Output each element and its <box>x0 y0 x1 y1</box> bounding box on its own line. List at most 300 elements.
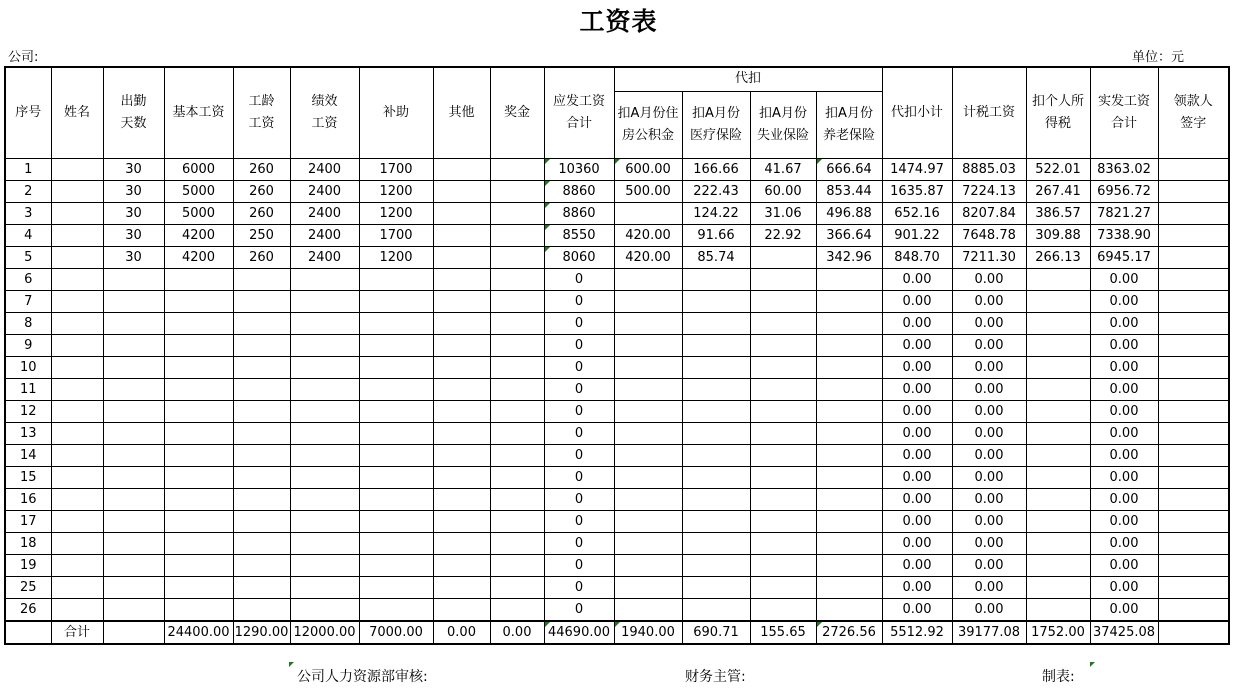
table-cell[interactable]: 260 <box>233 159 290 181</box>
table-cell[interactable] <box>490 269 544 291</box>
table-cell[interactable] <box>164 357 233 379</box>
table-cell[interactable] <box>433 291 490 313</box>
table-cell[interactable]: 166.66 <box>682 159 750 181</box>
table-cell[interactable] <box>614 203 682 225</box>
table-cell[interactable]: 0.00 <box>1090 335 1158 357</box>
table-cell[interactable]: 10 <box>5 357 51 379</box>
table-cell[interactable] <box>1026 313 1090 335</box>
table-cell[interactable] <box>233 357 290 379</box>
table-cell[interactable] <box>490 291 544 313</box>
table-cell[interactable] <box>750 577 816 599</box>
table-cell[interactable] <box>233 467 290 489</box>
table-cell[interactable] <box>490 203 544 225</box>
total-cell[interactable]: 1752.00 <box>1026 621 1090 644</box>
table-cell[interactable]: 0.00 <box>1090 511 1158 533</box>
table-cell[interactable] <box>233 599 290 622</box>
table-cell[interactable] <box>290 269 359 291</box>
table-cell[interactable] <box>682 401 750 423</box>
table-cell[interactable] <box>433 181 490 203</box>
table-cell[interactable]: 30 <box>103 159 164 181</box>
table-cell[interactable]: 0.00 <box>952 489 1026 511</box>
table-cell[interactable]: 0.00 <box>1090 467 1158 489</box>
table-cell[interactable]: 0.00 <box>882 269 952 291</box>
table-cell[interactable] <box>433 159 490 181</box>
table-cell[interactable]: 0.00 <box>952 357 1026 379</box>
total-cell[interactable]: 5512.92 <box>882 621 952 644</box>
table-cell[interactable] <box>290 555 359 577</box>
table-cell[interactable] <box>359 357 433 379</box>
table-cell[interactable] <box>816 379 882 401</box>
total-cell[interactable]: 44690.00 <box>544 621 614 644</box>
table-cell[interactable]: 0.00 <box>882 467 952 489</box>
table-cell[interactable]: 8550 <box>544 225 614 247</box>
table-cell[interactable]: 0.00 <box>952 269 1026 291</box>
table-cell[interactable]: 5000 <box>164 203 233 225</box>
table-cell[interactable]: 6 <box>5 269 51 291</box>
total-cell[interactable] <box>1158 621 1229 644</box>
table-cell[interactable] <box>103 599 164 622</box>
table-cell[interactable]: 6000 <box>164 159 233 181</box>
table-cell[interactable] <box>1158 379 1229 401</box>
table-cell[interactable] <box>359 467 433 489</box>
table-cell[interactable] <box>1026 489 1090 511</box>
table-cell[interactable] <box>816 533 882 555</box>
table-cell[interactable]: 0.00 <box>952 291 1026 313</box>
table-cell[interactable] <box>51 533 103 555</box>
table-cell[interactable]: 1 <box>5 159 51 181</box>
table-cell[interactable]: 1200 <box>359 247 433 269</box>
table-cell[interactable] <box>290 401 359 423</box>
table-cell[interactable] <box>290 445 359 467</box>
table-cell[interactable] <box>233 269 290 291</box>
table-cell[interactable] <box>614 577 682 599</box>
table-cell[interactable] <box>1158 159 1229 181</box>
table-cell[interactable]: 6945.17 <box>1090 247 1158 269</box>
table-cell[interactable] <box>1158 181 1229 203</box>
total-cell[interactable]: 1290.00 <box>233 621 290 644</box>
table-cell[interactable] <box>816 555 882 577</box>
table-cell[interactable] <box>359 423 433 445</box>
table-cell[interactable]: 666.64 <box>816 159 882 181</box>
table-cell[interactable] <box>490 489 544 511</box>
table-cell[interactable]: 0.00 <box>1090 357 1158 379</box>
table-cell[interactable] <box>233 313 290 335</box>
table-cell[interactable]: 0 <box>544 577 614 599</box>
table-cell[interactable] <box>433 357 490 379</box>
total-cell[interactable] <box>103 621 164 644</box>
table-cell[interactable] <box>1158 401 1229 423</box>
table-cell[interactable]: 0 <box>544 357 614 379</box>
table-cell[interactable]: 0.00 <box>882 555 952 577</box>
table-cell[interactable]: 0.00 <box>952 335 1026 357</box>
table-cell[interactable]: 22.92 <box>750 225 816 247</box>
table-cell[interactable]: 0.00 <box>882 357 952 379</box>
table-cell[interactable]: 7211.30 <box>952 247 1026 269</box>
table-cell[interactable]: 30 <box>103 247 164 269</box>
table-cell[interactable] <box>682 269 750 291</box>
table-cell[interactable] <box>164 577 233 599</box>
table-cell[interactable] <box>750 555 816 577</box>
table-cell[interactable]: 4200 <box>164 225 233 247</box>
table-cell[interactable] <box>51 467 103 489</box>
table-cell[interactable] <box>51 379 103 401</box>
table-cell[interactable]: 0 <box>544 401 614 423</box>
table-cell[interactable] <box>816 489 882 511</box>
table-cell[interactable] <box>290 423 359 445</box>
table-cell[interactable] <box>1026 269 1090 291</box>
table-cell[interactable] <box>614 335 682 357</box>
table-cell[interactable]: 30 <box>103 203 164 225</box>
table-cell[interactable] <box>359 313 433 335</box>
table-cell[interactable] <box>1158 357 1229 379</box>
table-cell[interactable]: 8363.02 <box>1090 159 1158 181</box>
table-cell[interactable] <box>233 401 290 423</box>
table-cell[interactable] <box>1158 269 1229 291</box>
table-cell[interactable] <box>433 335 490 357</box>
table-cell[interactable] <box>1158 577 1229 599</box>
table-cell[interactable]: 0.00 <box>882 379 952 401</box>
table-cell[interactable] <box>614 423 682 445</box>
table-cell[interactable]: 1700 <box>359 159 433 181</box>
table-cell[interactable] <box>164 335 233 357</box>
table-cell[interactable] <box>359 379 433 401</box>
table-cell[interactable] <box>359 291 433 313</box>
table-cell[interactable]: 0.00 <box>1090 599 1158 622</box>
table-cell[interactable]: 0.00 <box>1090 533 1158 555</box>
table-cell[interactable]: 0.00 <box>952 445 1026 467</box>
table-cell[interactable]: 0.00 <box>1090 379 1158 401</box>
total-cell[interactable]: 24400.00 <box>164 621 233 644</box>
table-cell[interactable] <box>233 489 290 511</box>
table-cell[interactable]: 4200 <box>164 247 233 269</box>
table-cell[interactable] <box>682 423 750 445</box>
table-cell[interactable] <box>164 445 233 467</box>
table-cell[interactable] <box>682 445 750 467</box>
table-cell[interactable] <box>103 357 164 379</box>
table-cell[interactable]: 0.00 <box>952 467 1026 489</box>
table-cell[interactable]: 0 <box>544 445 614 467</box>
table-cell[interactable] <box>1026 335 1090 357</box>
table-cell[interactable] <box>359 511 433 533</box>
table-cell[interactable]: 8860 <box>544 181 614 203</box>
table-cell[interactable] <box>614 555 682 577</box>
table-cell[interactable] <box>103 291 164 313</box>
table-cell[interactable]: 0.00 <box>1090 555 1158 577</box>
table-cell[interactable] <box>750 467 816 489</box>
table-cell[interactable] <box>490 511 544 533</box>
table-cell[interactable]: 14 <box>5 445 51 467</box>
table-cell[interactable] <box>490 159 544 181</box>
table-cell[interactable] <box>1158 489 1229 511</box>
table-cell[interactable] <box>359 555 433 577</box>
table-cell[interactable] <box>290 335 359 357</box>
total-cell[interactable]: 0.00 <box>490 621 544 644</box>
table-cell[interactable]: 0 <box>544 467 614 489</box>
table-cell[interactable]: 12 <box>5 401 51 423</box>
table-cell[interactable] <box>614 489 682 511</box>
table-cell[interactable]: 500.00 <box>614 181 682 203</box>
table-cell[interactable] <box>614 313 682 335</box>
table-cell[interactable]: 901.22 <box>882 225 952 247</box>
table-cell[interactable]: 124.22 <box>682 203 750 225</box>
table-cell[interactable] <box>816 577 882 599</box>
table-cell[interactable]: 1474.97 <box>882 159 952 181</box>
table-cell[interactable] <box>290 489 359 511</box>
table-cell[interactable]: 0.00 <box>952 313 1026 335</box>
table-cell[interactable]: 0 <box>544 555 614 577</box>
table-cell[interactable]: 0.00 <box>882 291 952 313</box>
table-cell[interactable] <box>290 379 359 401</box>
table-cell[interactable]: 0 <box>544 511 614 533</box>
table-cell[interactable]: 1200 <box>359 181 433 203</box>
table-cell[interactable]: 0 <box>544 291 614 313</box>
table-cell[interactable]: 16 <box>5 489 51 511</box>
table-cell[interactable] <box>51 357 103 379</box>
table-cell[interactable] <box>433 225 490 247</box>
table-cell[interactable] <box>103 401 164 423</box>
table-cell[interactable]: 60.00 <box>750 181 816 203</box>
table-cell[interactable]: 0.00 <box>882 599 952 622</box>
total-cell[interactable]: 1940.00 <box>614 621 682 644</box>
table-cell[interactable] <box>1158 445 1229 467</box>
table-cell[interactable] <box>490 467 544 489</box>
table-cell[interactable] <box>433 423 490 445</box>
table-cell[interactable] <box>164 379 233 401</box>
table-cell[interactable] <box>1158 599 1229 622</box>
table-cell[interactable]: 522.01 <box>1026 159 1090 181</box>
table-cell[interactable] <box>816 313 882 335</box>
table-cell[interactable] <box>433 467 490 489</box>
table-cell[interactable]: 0.00 <box>1090 577 1158 599</box>
table-cell[interactable] <box>1026 511 1090 533</box>
table-cell[interactable] <box>433 379 490 401</box>
table-cell[interactable]: 366.64 <box>816 225 882 247</box>
table-cell[interactable] <box>433 203 490 225</box>
table-cell[interactable] <box>614 357 682 379</box>
table-cell[interactable]: 267.41 <box>1026 181 1090 203</box>
table-cell[interactable]: 0 <box>544 533 614 555</box>
table-cell[interactable] <box>233 511 290 533</box>
table-cell[interactable] <box>164 401 233 423</box>
table-cell[interactable] <box>614 291 682 313</box>
table-cell[interactable] <box>816 335 882 357</box>
table-cell[interactable] <box>682 577 750 599</box>
table-cell[interactable]: 853.44 <box>816 181 882 203</box>
total-cell[interactable]: 690.71 <box>682 621 750 644</box>
table-cell[interactable]: 260 <box>233 247 290 269</box>
table-cell[interactable] <box>614 379 682 401</box>
table-cell[interactable] <box>164 599 233 622</box>
table-cell[interactable] <box>816 467 882 489</box>
table-cell[interactable] <box>490 423 544 445</box>
table-cell[interactable]: 85.74 <box>682 247 750 269</box>
table-cell[interactable]: 0.00 <box>1090 401 1158 423</box>
table-cell[interactable] <box>290 357 359 379</box>
table-cell[interactable] <box>750 423 816 445</box>
table-cell[interactable] <box>233 291 290 313</box>
table-cell[interactable] <box>682 511 750 533</box>
table-cell[interactable] <box>750 401 816 423</box>
table-cell[interactable] <box>290 511 359 533</box>
table-cell[interactable]: 0.00 <box>952 577 1026 599</box>
total-cell[interactable]: 2726.56 <box>816 621 882 644</box>
table-cell[interactable]: 7338.90 <box>1090 225 1158 247</box>
table-cell[interactable]: 7 <box>5 291 51 313</box>
table-cell[interactable]: 0.00 <box>882 489 952 511</box>
table-cell[interactable] <box>359 269 433 291</box>
table-cell[interactable]: 0.00 <box>882 445 952 467</box>
table-cell[interactable] <box>233 445 290 467</box>
table-cell[interactable] <box>51 225 103 247</box>
table-cell[interactable]: 2400 <box>290 159 359 181</box>
table-cell[interactable]: 25 <box>5 577 51 599</box>
table-cell[interactable] <box>816 291 882 313</box>
table-cell[interactable] <box>1026 577 1090 599</box>
table-cell[interactable] <box>682 489 750 511</box>
table-cell[interactable]: 2400 <box>290 225 359 247</box>
total-cell[interactable]: 39177.08 <box>952 621 1026 644</box>
table-cell[interactable]: 91.66 <box>682 225 750 247</box>
table-cell[interactable] <box>614 599 682 622</box>
table-cell[interactable]: 0.00 <box>1090 269 1158 291</box>
table-cell[interactable]: 9 <box>5 335 51 357</box>
table-cell[interactable] <box>1026 291 1090 313</box>
table-cell[interactable] <box>1158 203 1229 225</box>
table-cell[interactable]: 260 <box>233 203 290 225</box>
table-cell[interactable] <box>614 467 682 489</box>
table-cell[interactable] <box>103 511 164 533</box>
table-cell[interactable]: 8060 <box>544 247 614 269</box>
table-cell[interactable] <box>164 533 233 555</box>
table-cell[interactable]: 309.88 <box>1026 225 1090 247</box>
table-cell[interactable] <box>103 467 164 489</box>
table-cell[interactable] <box>290 533 359 555</box>
table-cell[interactable] <box>1158 313 1229 335</box>
table-cell[interactable] <box>816 599 882 622</box>
table-cell[interactable] <box>490 181 544 203</box>
table-cell[interactable]: 18 <box>5 533 51 555</box>
table-cell[interactable]: 1635.87 <box>882 181 952 203</box>
table-cell[interactable] <box>164 313 233 335</box>
table-cell[interactable]: 8885.03 <box>952 159 1026 181</box>
table-cell[interactable] <box>750 379 816 401</box>
table-cell[interactable] <box>103 533 164 555</box>
table-cell[interactable] <box>490 335 544 357</box>
table-cell[interactable] <box>103 555 164 577</box>
table-cell[interactable] <box>51 445 103 467</box>
table-cell[interactable]: 2400 <box>290 181 359 203</box>
table-cell[interactable]: 0.00 <box>882 335 952 357</box>
table-cell[interactable] <box>233 555 290 577</box>
table-cell[interactable]: 0.00 <box>1090 489 1158 511</box>
table-cell[interactable] <box>750 599 816 622</box>
table-cell[interactable] <box>682 379 750 401</box>
table-cell[interactable]: 420.00 <box>614 225 682 247</box>
table-cell[interactable] <box>103 379 164 401</box>
table-cell[interactable] <box>1158 533 1229 555</box>
table-cell[interactable]: 496.88 <box>816 203 882 225</box>
table-cell[interactable] <box>490 247 544 269</box>
table-cell[interactable]: 0.00 <box>882 401 952 423</box>
total-cell[interactable]: 7000.00 <box>359 621 433 644</box>
table-cell[interactable] <box>1026 379 1090 401</box>
table-cell[interactable] <box>1158 423 1229 445</box>
table-cell[interactable]: 0.00 <box>952 511 1026 533</box>
table-cell[interactable] <box>816 511 882 533</box>
table-cell[interactable] <box>490 599 544 622</box>
table-cell[interactable]: 0 <box>544 379 614 401</box>
table-cell[interactable]: 848.70 <box>882 247 952 269</box>
table-cell[interactable]: 342.96 <box>816 247 882 269</box>
table-cell[interactable] <box>51 181 103 203</box>
table-cell[interactable] <box>103 335 164 357</box>
table-cell[interactable] <box>359 489 433 511</box>
table-cell[interactable]: 0 <box>544 599 614 622</box>
table-cell[interactable] <box>51 511 103 533</box>
table-cell[interactable] <box>816 357 882 379</box>
table-cell[interactable] <box>233 533 290 555</box>
table-cell[interactable]: 386.57 <box>1026 203 1090 225</box>
table-cell[interactable]: 0.00 <box>882 533 952 555</box>
table-cell[interactable] <box>51 555 103 577</box>
table-cell[interactable] <box>164 423 233 445</box>
table-cell[interactable] <box>1158 291 1229 313</box>
table-cell[interactable] <box>433 313 490 335</box>
table-cell[interactable] <box>103 577 164 599</box>
table-cell[interactable] <box>233 379 290 401</box>
table-cell[interactable] <box>359 401 433 423</box>
table-cell[interactable]: 420.00 <box>614 247 682 269</box>
table-cell[interactable] <box>433 269 490 291</box>
table-cell[interactable]: 4 <box>5 225 51 247</box>
table-cell[interactable]: 0.00 <box>1090 313 1158 335</box>
table-cell[interactable]: 0.00 <box>952 401 1026 423</box>
table-cell[interactable] <box>490 533 544 555</box>
table-cell[interactable]: 8207.84 <box>952 203 1026 225</box>
table-cell[interactable] <box>1026 423 1090 445</box>
table-cell[interactable] <box>490 225 544 247</box>
total-cell[interactable] <box>5 621 51 644</box>
table-cell[interactable] <box>103 313 164 335</box>
table-cell[interactable] <box>233 335 290 357</box>
table-cell[interactable] <box>51 203 103 225</box>
table-cell[interactable] <box>750 357 816 379</box>
table-cell[interactable] <box>290 313 359 335</box>
table-cell[interactable] <box>51 577 103 599</box>
table-cell[interactable]: 5000 <box>164 181 233 203</box>
table-cell[interactable] <box>103 269 164 291</box>
table-cell[interactable] <box>750 313 816 335</box>
table-cell[interactable] <box>359 533 433 555</box>
table-cell[interactable] <box>816 401 882 423</box>
table-cell[interactable]: 30 <box>103 181 164 203</box>
table-cell[interactable] <box>103 445 164 467</box>
table-cell[interactable] <box>1026 357 1090 379</box>
table-cell[interactable] <box>433 511 490 533</box>
total-cell[interactable]: 12000.00 <box>290 621 359 644</box>
table-cell[interactable]: 17 <box>5 511 51 533</box>
table-cell[interactable] <box>164 511 233 533</box>
table-cell[interactable] <box>433 599 490 622</box>
table-cell[interactable] <box>1026 555 1090 577</box>
table-cell[interactable]: 222.43 <box>682 181 750 203</box>
table-cell[interactable] <box>682 533 750 555</box>
table-cell[interactable] <box>433 533 490 555</box>
table-cell[interactable]: 0.00 <box>1090 445 1158 467</box>
table-cell[interactable] <box>614 533 682 555</box>
table-cell[interactable] <box>164 467 233 489</box>
table-cell[interactable] <box>490 357 544 379</box>
